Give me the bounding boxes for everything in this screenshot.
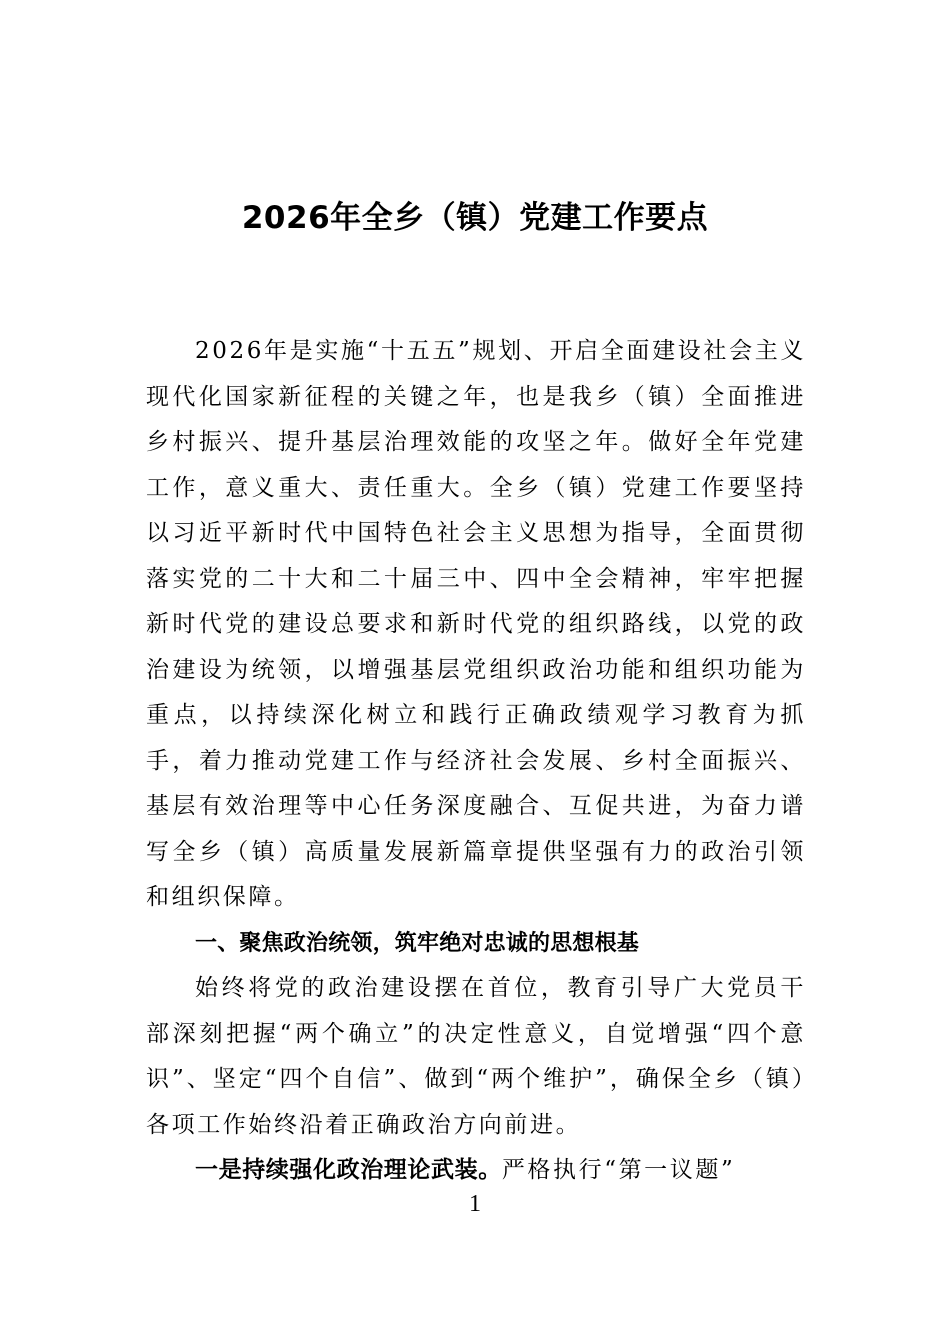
document-body	[146, 329, 806, 1194]
section-heading-1: 一、聚焦政治统领，筑牢绝对忠诚的思想根基	[195, 930, 640, 956]
document-title: 2026年全乡（镇）党建工作要点	[241, 200, 709, 236]
section-1-paragraph: 始终将党的政治建设摆在首位，教育引导广大党员干部深刻把握“两个确立”的决定性意义，自觉增强“四个意识”、坚定“四个自信”、做到“两个维护”，确保全乡（镇）各项工作始终沿着正确政治方向前进。	[146, 975, 806, 1138]
section-1-item-1	[146, 1148, 806, 1194]
item-body-text: 严格执行“第一议题”	[501, 1157, 736, 1183]
page-number: 1	[469, 1191, 481, 1217]
item-lead-text: 一是持续强化政治理论武装。	[195, 1157, 502, 1183]
intro-paragraph: 2026年是实施“十五五”规划、开启全面建设社会主义现代化国家新征程的关键之年，也是我乡（镇）全面推进乡村振兴、提升基层治理效能的攻坚之年。做好全年党建工作，意义重大、责任重大。全乡（镇）党建工作要坚持以习近平新时代中国特色社会主义思想为指导，全面贯彻落实党的二十大和二十届三中、四中全会精神，牢牢把握新时代党的建设总要求和新时代党的组织路线，以党的政治建设为统领，以增强基层党组织政治功能和组织功能为重点，以持续深化树立和践行正确政绩观学习教育为抓手，着力推动党建工作与经济社会发展、乡村全面振兴、基层有效治理等中心任务深度融合、互促共进，为奋力谱写全乡（镇）高质量发展新篇章提供坚强有力的政治引领和组织保障。	[146, 338, 806, 910]
